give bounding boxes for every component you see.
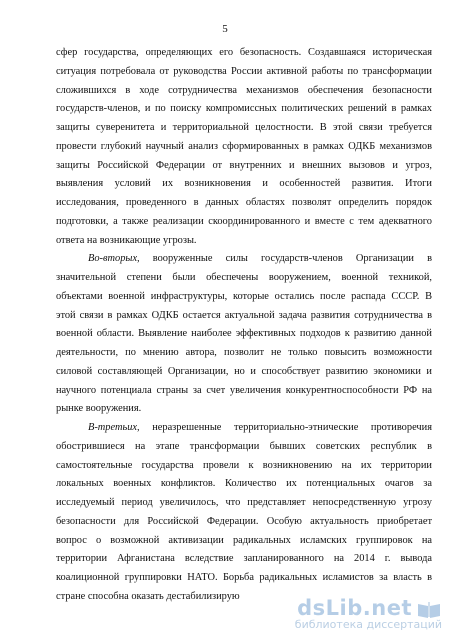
text-line: ответа на возникающие угрозы. xyxy=(56,234,197,246)
text-line: территории Афганистана вследствие запланированного на 2014 г. вывода xyxy=(56,553,432,565)
text-line: коалиционной группировки НАТО. Борьба радикальных исламистов за власть в xyxy=(56,572,432,583)
paragraph-1 xyxy=(56,44,432,250)
text-line: защиты Российской Федерации от внутренних и внешних вызовов и угроз, xyxy=(56,159,432,171)
watermark[interactable] xyxy=(295,596,442,631)
text-line: сложившихся в ходе сотрудничества механизмов обеспечения безопасности xyxy=(56,84,432,96)
book-icon xyxy=(416,600,442,620)
text-line: локальных военных конфликтов. Количество их потенциальных очагов за xyxy=(56,478,432,490)
text-line: стране способна оказать дестабилизирую xyxy=(56,590,240,602)
watermark-brand: dsLib.net xyxy=(297,596,412,620)
text-line: провести глубокий научный анализ сформированных в рамках ОДКБ механизмов xyxy=(56,140,432,152)
page-number: 5 xyxy=(222,23,228,35)
paragraph-2 xyxy=(56,250,432,419)
text-line: вопрос о возможной активизации радикальных исламских группировок на xyxy=(56,534,432,546)
text-line: сфер государства, определяющих его безопасность. Создавшаяся историческая xyxy=(56,47,432,58)
text-line: государств-членов, и по поиску компромиссных политических решений в рамках xyxy=(56,103,432,115)
watermark-tagline: библиотека диссертаций xyxy=(294,618,442,631)
text-fragment: вооруженные силы государств-членов Организации в xyxy=(139,253,432,265)
text-line: рынке вооружения. xyxy=(56,403,142,415)
paragraph-3 xyxy=(56,419,432,607)
text-line: военной области. Выявление наиболее эффективных подходов к развитию данной xyxy=(56,328,432,340)
text-line xyxy=(56,419,432,438)
text-line: самостоятельные государства провели к возникновению на их территории xyxy=(56,459,432,471)
text-line: деятельности, по мнению автора, позволит не только повысить возможности xyxy=(56,347,432,358)
text-line: объектами военной инфраструктуры, которые остались после распада СССР. В xyxy=(56,290,432,302)
text-line: безопасности для Российской Федерации. Особую актуальность приобретает xyxy=(56,515,432,527)
text-line: этой связи в рамках ОДКБ остается актуальной задача развития сотрудничества в xyxy=(56,309,432,321)
text-line: силовой составляющей Организации, но и способствует развитию экономики и xyxy=(56,365,432,377)
text-line: защиты суверенитета и территориальной целостности. В этой связи требуется xyxy=(56,122,432,133)
text-line: исследования, проведенного в данных областях позволят определить порядок xyxy=(56,197,432,208)
text-line xyxy=(56,250,432,269)
text-line: подготовки, а также реализации скоординированного и вместе с тем адекватного xyxy=(56,215,432,227)
text-line: обострившиеся на этапе трансформации бывших советских республик в xyxy=(56,440,432,452)
text-line: выявления условий их возникновения и особенностей развития. Итоги xyxy=(56,178,432,190)
text-line: научного потенциала страны за счет увеличения конкурентноспособности РФ на xyxy=(56,384,432,396)
text-fragment: неразрешенные территориально-этнические противоречия xyxy=(139,422,432,433)
paragraph-lead: В-третьих, xyxy=(88,422,140,433)
document-body xyxy=(56,44,432,607)
text-line: ситуация потребовала от руководства России активной работы по трансформации xyxy=(56,65,432,77)
watermark-logo xyxy=(295,596,442,620)
paragraph-lead: Во-вторых, xyxy=(88,253,140,265)
text-line: значительной степени были обеспечены вооружением, военной техникой, xyxy=(56,272,432,283)
text-line: исследуемый период увеличилось, что представляет непосредственную угрозу xyxy=(56,497,432,508)
